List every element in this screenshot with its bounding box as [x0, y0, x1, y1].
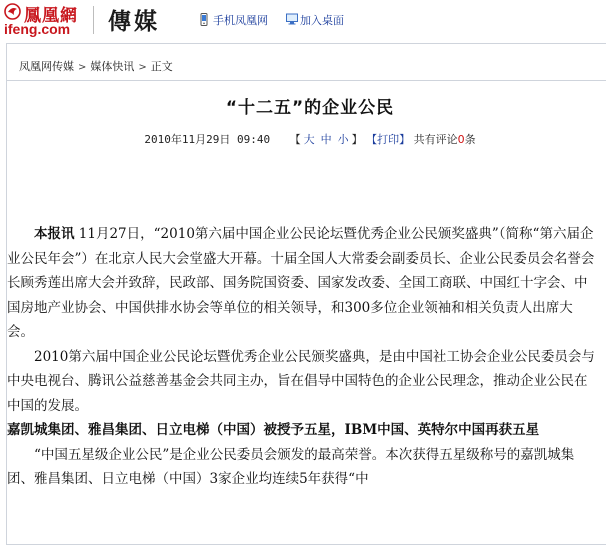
article-title: “十二五”的企业公民: [225, 98, 395, 118]
font-size-open-bracket: 【: [289, 133, 301, 146]
article-paragraph: [7, 222, 599, 345]
breadcrumb-item-media-news[interactable]: 媒体快讯: [90, 60, 135, 73]
channel-title[interactable]: 傳媒: [108, 8, 160, 35]
article-paragraph: “中国五星级企业公民”是企业公民委员会颁发的最高荣誉。本次获得五星级称号的嘉凯城集团、雅昌集团、日立电梯（中国）3家企业均连续5年获得“中: [7, 446, 575, 487]
publish-date: 2010年11月29日 09:40: [144, 133, 271, 146]
desktop-monitor-icon: [286, 13, 298, 25]
comments-prefix: 共有评论: [413, 133, 458, 146]
breadcrumb-divider: [7, 80, 606, 81]
site-logo-text[interactable]: 鳳凰網: [24, 6, 78, 26]
font-size-small-button[interactable]: 小: [337, 133, 349, 146]
lead-label: 本报讯: [34, 226, 75, 242]
breadcrumb-item-home[interactable]: 凤凰网传媒: [19, 60, 74, 73]
article-paragraph: 2010第六届中国企业公民论坛暨优秀企业公民颁奖盛典，是由中国社工协会企业公民委员会与中央电视台、腾讯公益慈善基金会共同主办，旨在倡导中国特色的企业公民理念，推动企业公民在中国的发展。: [7, 348, 595, 414]
font-size-medium-button[interactable]: 中: [320, 133, 332, 146]
breadcrumb-separator: >: [138, 62, 147, 73]
add-to-desktop-label[interactable]: 加入桌面: [300, 14, 344, 27]
comment-count[interactable]: 0: [457, 133, 465, 146]
mobile-site-label[interactable]: 手机凤凰网: [213, 14, 268, 27]
font-size-large-button[interactable]: 大: [303, 133, 315, 146]
site-logo-domain[interactable]: ifeng.com: [4, 21, 71, 37]
article-meta: [7, 131, 606, 147]
site-header: [0, 0, 606, 40]
article-body: [7, 222, 599, 492]
article-frame: [6, 43, 606, 545]
breadcrumb-separator: >: [78, 62, 87, 73]
print-button[interactable]: 【打印】: [366, 133, 411, 146]
paragraph-1-text: 11月27日，“2010第六届中国企业公民论坛暨优秀企业公民颁奖盛典”（简称“第六届企业公民年会”）在北京人民大会堂盛大开幕。十届全国人大常委会副委员长、企业公民委员会名誉会长顾秀莲出席大会并致辞，民政部、国务院国资委、国家发改委、全国工商联、中国红十字会、中国房地产业协会、中国供排水协会等单位的相关领导，和300多位企业领袖和相关负责人出席大会。: [7, 226, 595, 340]
breadcrumb: [19, 58, 173, 74]
phoenix-logo-icon[interactable]: [4, 3, 21, 20]
breadcrumb-item-current: 正文: [150, 60, 173, 73]
mobile-phone-icon: [199, 13, 209, 26]
comments-suffix: 条: [464, 133, 476, 146]
font-size-close-bracket: 】: [351, 133, 363, 146]
header-divider: [93, 6, 94, 34]
article-subheading: 嘉凯城集团、雅昌集团、日立电梯（中国）被授予五星，IBM中国、英特尔中国再获五星: [7, 422, 540, 438]
